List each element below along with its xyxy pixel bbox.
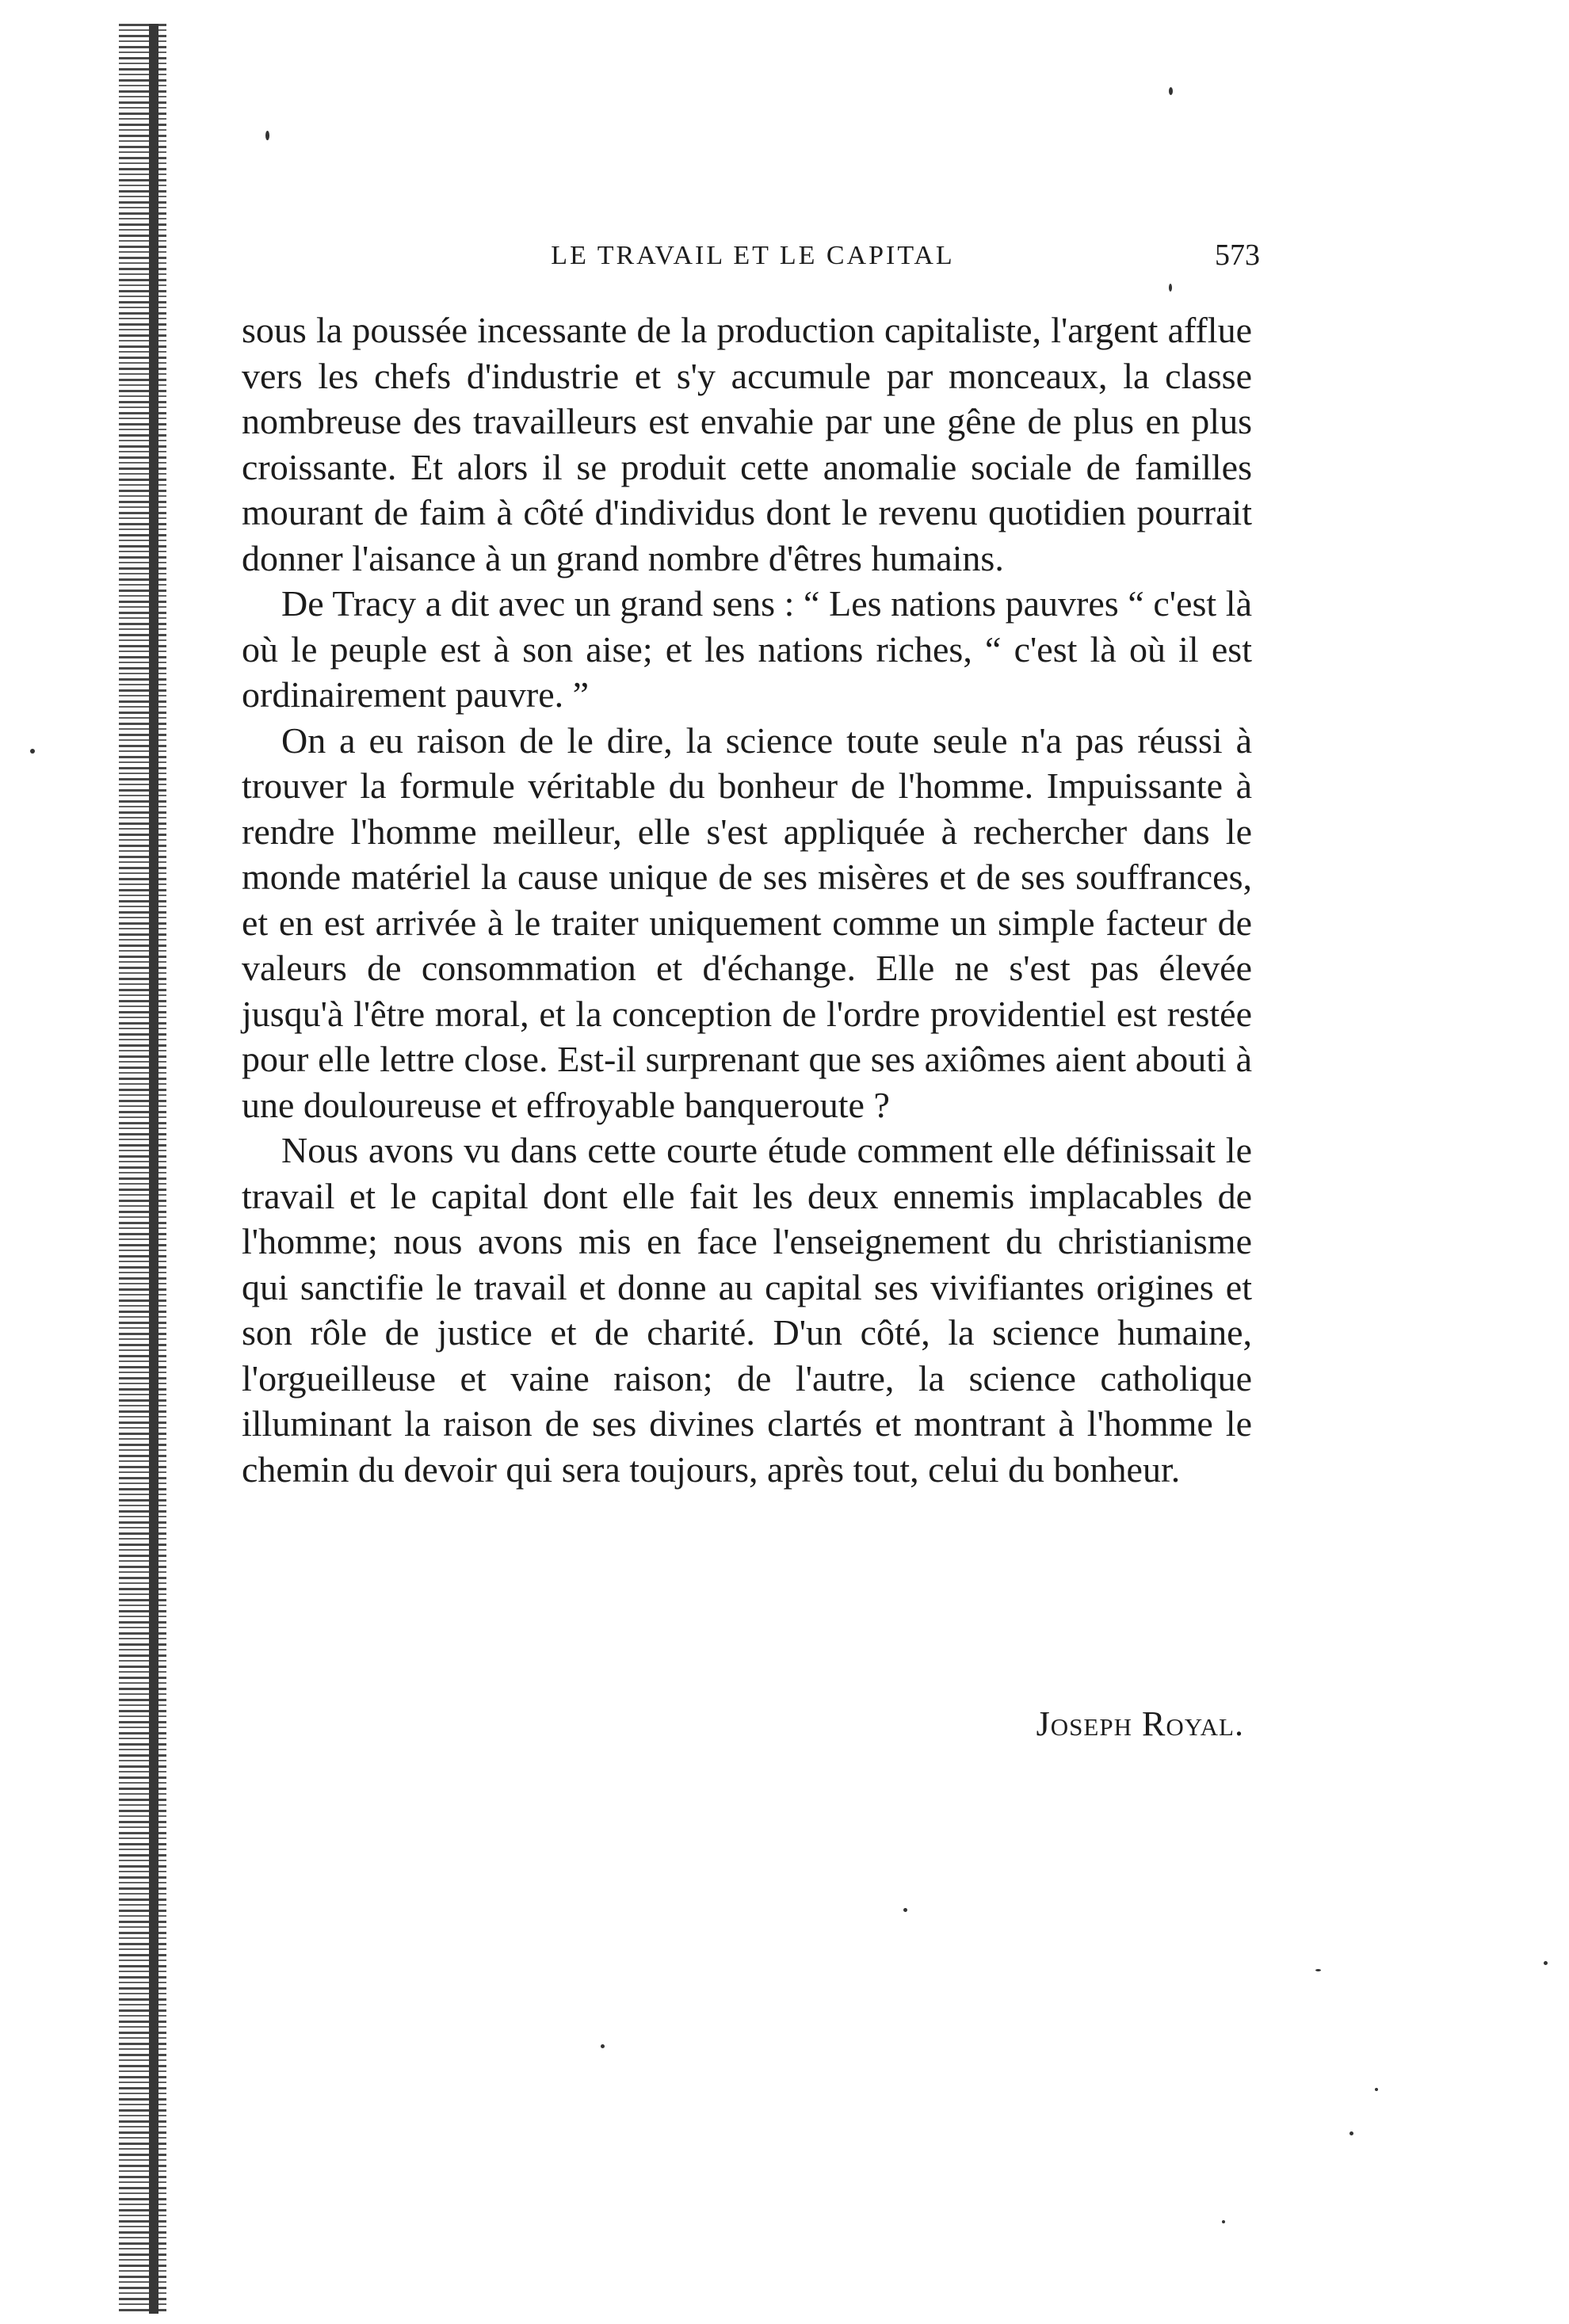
paragraph: Nous avons vu dans cette courte étude comment elle définissait le travail et le capital dont elle fait les deux ennemis implacables de l'homme; nous avons mis en face l'enseignement du christianisme qui sanctifie le travail et donne au capital ses vivifiantes origines et son rôle de justice et de charité. D'un côté, la science humaine, l'orgueilleuse et vaine raison; de l'autre, la science catholique illuminant la raison de ses divines clartés et montrant à l'homme le chemin du devoir qui sera toujours, après tout, celui du bonheur.	[242, 1130, 1252, 1490]
page-number: 573	[1215, 239, 1260, 272]
scan-speck	[1169, 284, 1172, 292]
scan-speck	[1375, 2088, 1378, 2091]
paragraph: sous la poussée incessante de la production capitaliste, l'argent afflue vers les chefs d'industrie et s'y accumule par monceaux, la classe nombreuse des travailleurs est envahie par une gêne de plus en plus croissante. Et alors il se produit cette anomalie sociale de familles mourant de faim à côté d'individus dont le revenu quotidien pourrait donner l'aisance à un grand nombre d'êtres humains.	[242, 310, 1252, 578]
scan-speck	[265, 131, 269, 140]
author-signature: Joseph Royal.	[1036, 1704, 1244, 1743]
body-text	[242, 307, 1252, 1492]
paragraph: On a eu raison de le dire, la science toute seule n'a pas réussi à trouver la formule véritable du bonheur de l'homme. Impuissante à rendre l'homme meilleur, elle s'est appliquée à rechercher dans le monde matériel la cause unique de ses misères et de ses souffrances, et en est arrivée à le traiter uniquement comme un simple facteur de valeurs de consommation et d'échange. Elle ne s'est pas élevée jusqu'à l'être moral, et la conception de l'ordre providentiel est restée pour elle lettre close. Est-il surprenant que ses axiômes aient abouti à une douloureuse et effroyable banqueroute ?	[242, 719, 1252, 1125]
running-header	[246, 238, 1260, 277]
scan-speck	[903, 1908, 907, 1912]
scan-speck	[1315, 1969, 1321, 1971]
scan-speck	[1544, 1961, 1548, 1965]
scan-speck	[601, 2044, 605, 2048]
running-title: LE TRAVAIL ET LE CAPITAL	[551, 241, 955, 270]
scan-speck	[1169, 87, 1173, 95]
scan-speck	[1222, 2220, 1225, 2223]
scan-speck	[30, 749, 35, 754]
paragraph: De Tracy a dit avec un grand sens : “ Les nations pauvres “ c'est là où le peuple est à son aise; et les nations riches, “ c'est là où il est ordinairement pauvre. ”	[242, 583, 1252, 715]
page-binding-edge	[119, 24, 166, 2314]
scan-speck	[1349, 2131, 1353, 2135]
